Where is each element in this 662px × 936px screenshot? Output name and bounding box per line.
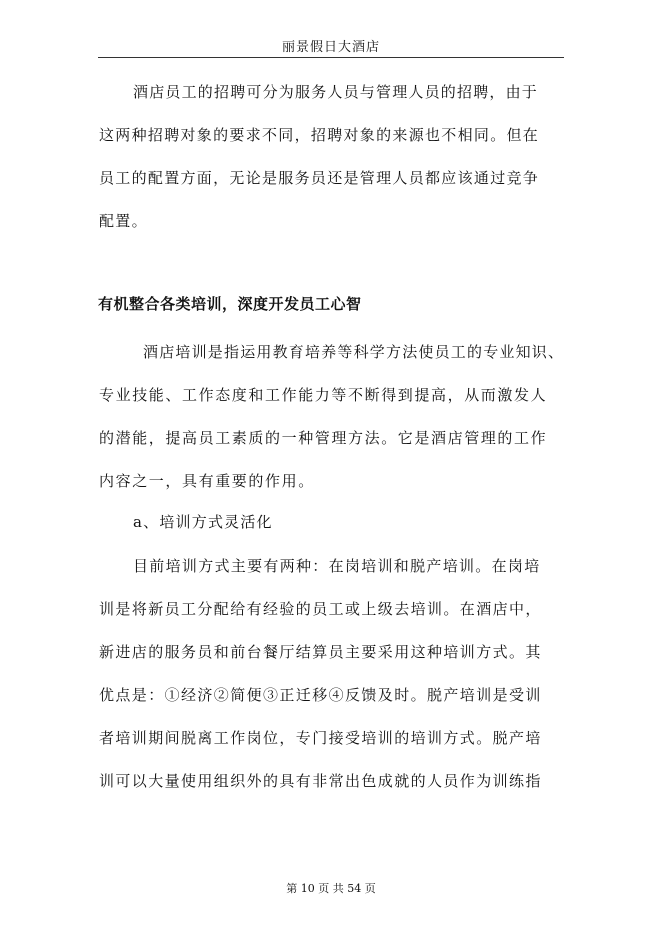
paragraph-1-line-1: 酒店员工的招聘可分为服务人员与管理人员的招聘，由于 [133, 83, 539, 101]
paragraph-3-line-4: 优点是：①经济②简便③正迁移④反馈及时。脱产培训是受训 [99, 686, 542, 704]
page-header: 丽景假日大酒店 [281, 40, 380, 55]
paragraph-1-line-2: 这两种招聘对象的要求不同，招聘对象的来源也不相同。但在 [99, 126, 540, 144]
paragraph-1-line-3: 员工的配置方面，无论是服务员还是管理人员都应该通过竞争 [99, 169, 540, 187]
paragraph-2-line-1: 酒店培训是指运用教育培养等科学方法使员工的专业知识、 [143, 343, 565, 361]
paragraph-2-line-2: 专业技能、工作态度和工作能力等不断得到提高，从而激发人 [99, 386, 548, 404]
paragraph-1-line-4: 配置。 [99, 212, 148, 230]
section-heading: 有机整合各类培训，深度开发员工心智 [98, 295, 362, 313]
paragraph-3-line-5: 者培训期间脱离工作岗位，专门接受培训的培训方式。脱产培 [99, 729, 542, 747]
page-number: 第 10 页 共 54 页 [286, 882, 376, 895]
paragraph-2-line-3: 的潜能，提高员工素质的一种管理方法。它是酒店管理的工作 [99, 429, 548, 447]
paragraph-2-line-4: 内容之一，具有重要的作用。 [99, 472, 315, 490]
paragraph-3-line-3: 新进店的服务员和前台餐厅结算员主要采用这种培训方式。其 [99, 643, 542, 661]
subheading: a、培训方式灵活化 [133, 513, 273, 531]
paragraph-3-line-2: 训是将新员工分配给有经验的员工或上级去培训。在酒店中， [99, 600, 542, 618]
paragraph-3-line-1: 目前培训方式主要有两种：在岗培训和脱产培训。在岗培 [133, 557, 541, 575]
paragraph-3-line-6: 训可以大量使用组织外的具有非常出色成就的人员作为训练指 [99, 772, 542, 790]
header-divider [98, 57, 564, 58]
